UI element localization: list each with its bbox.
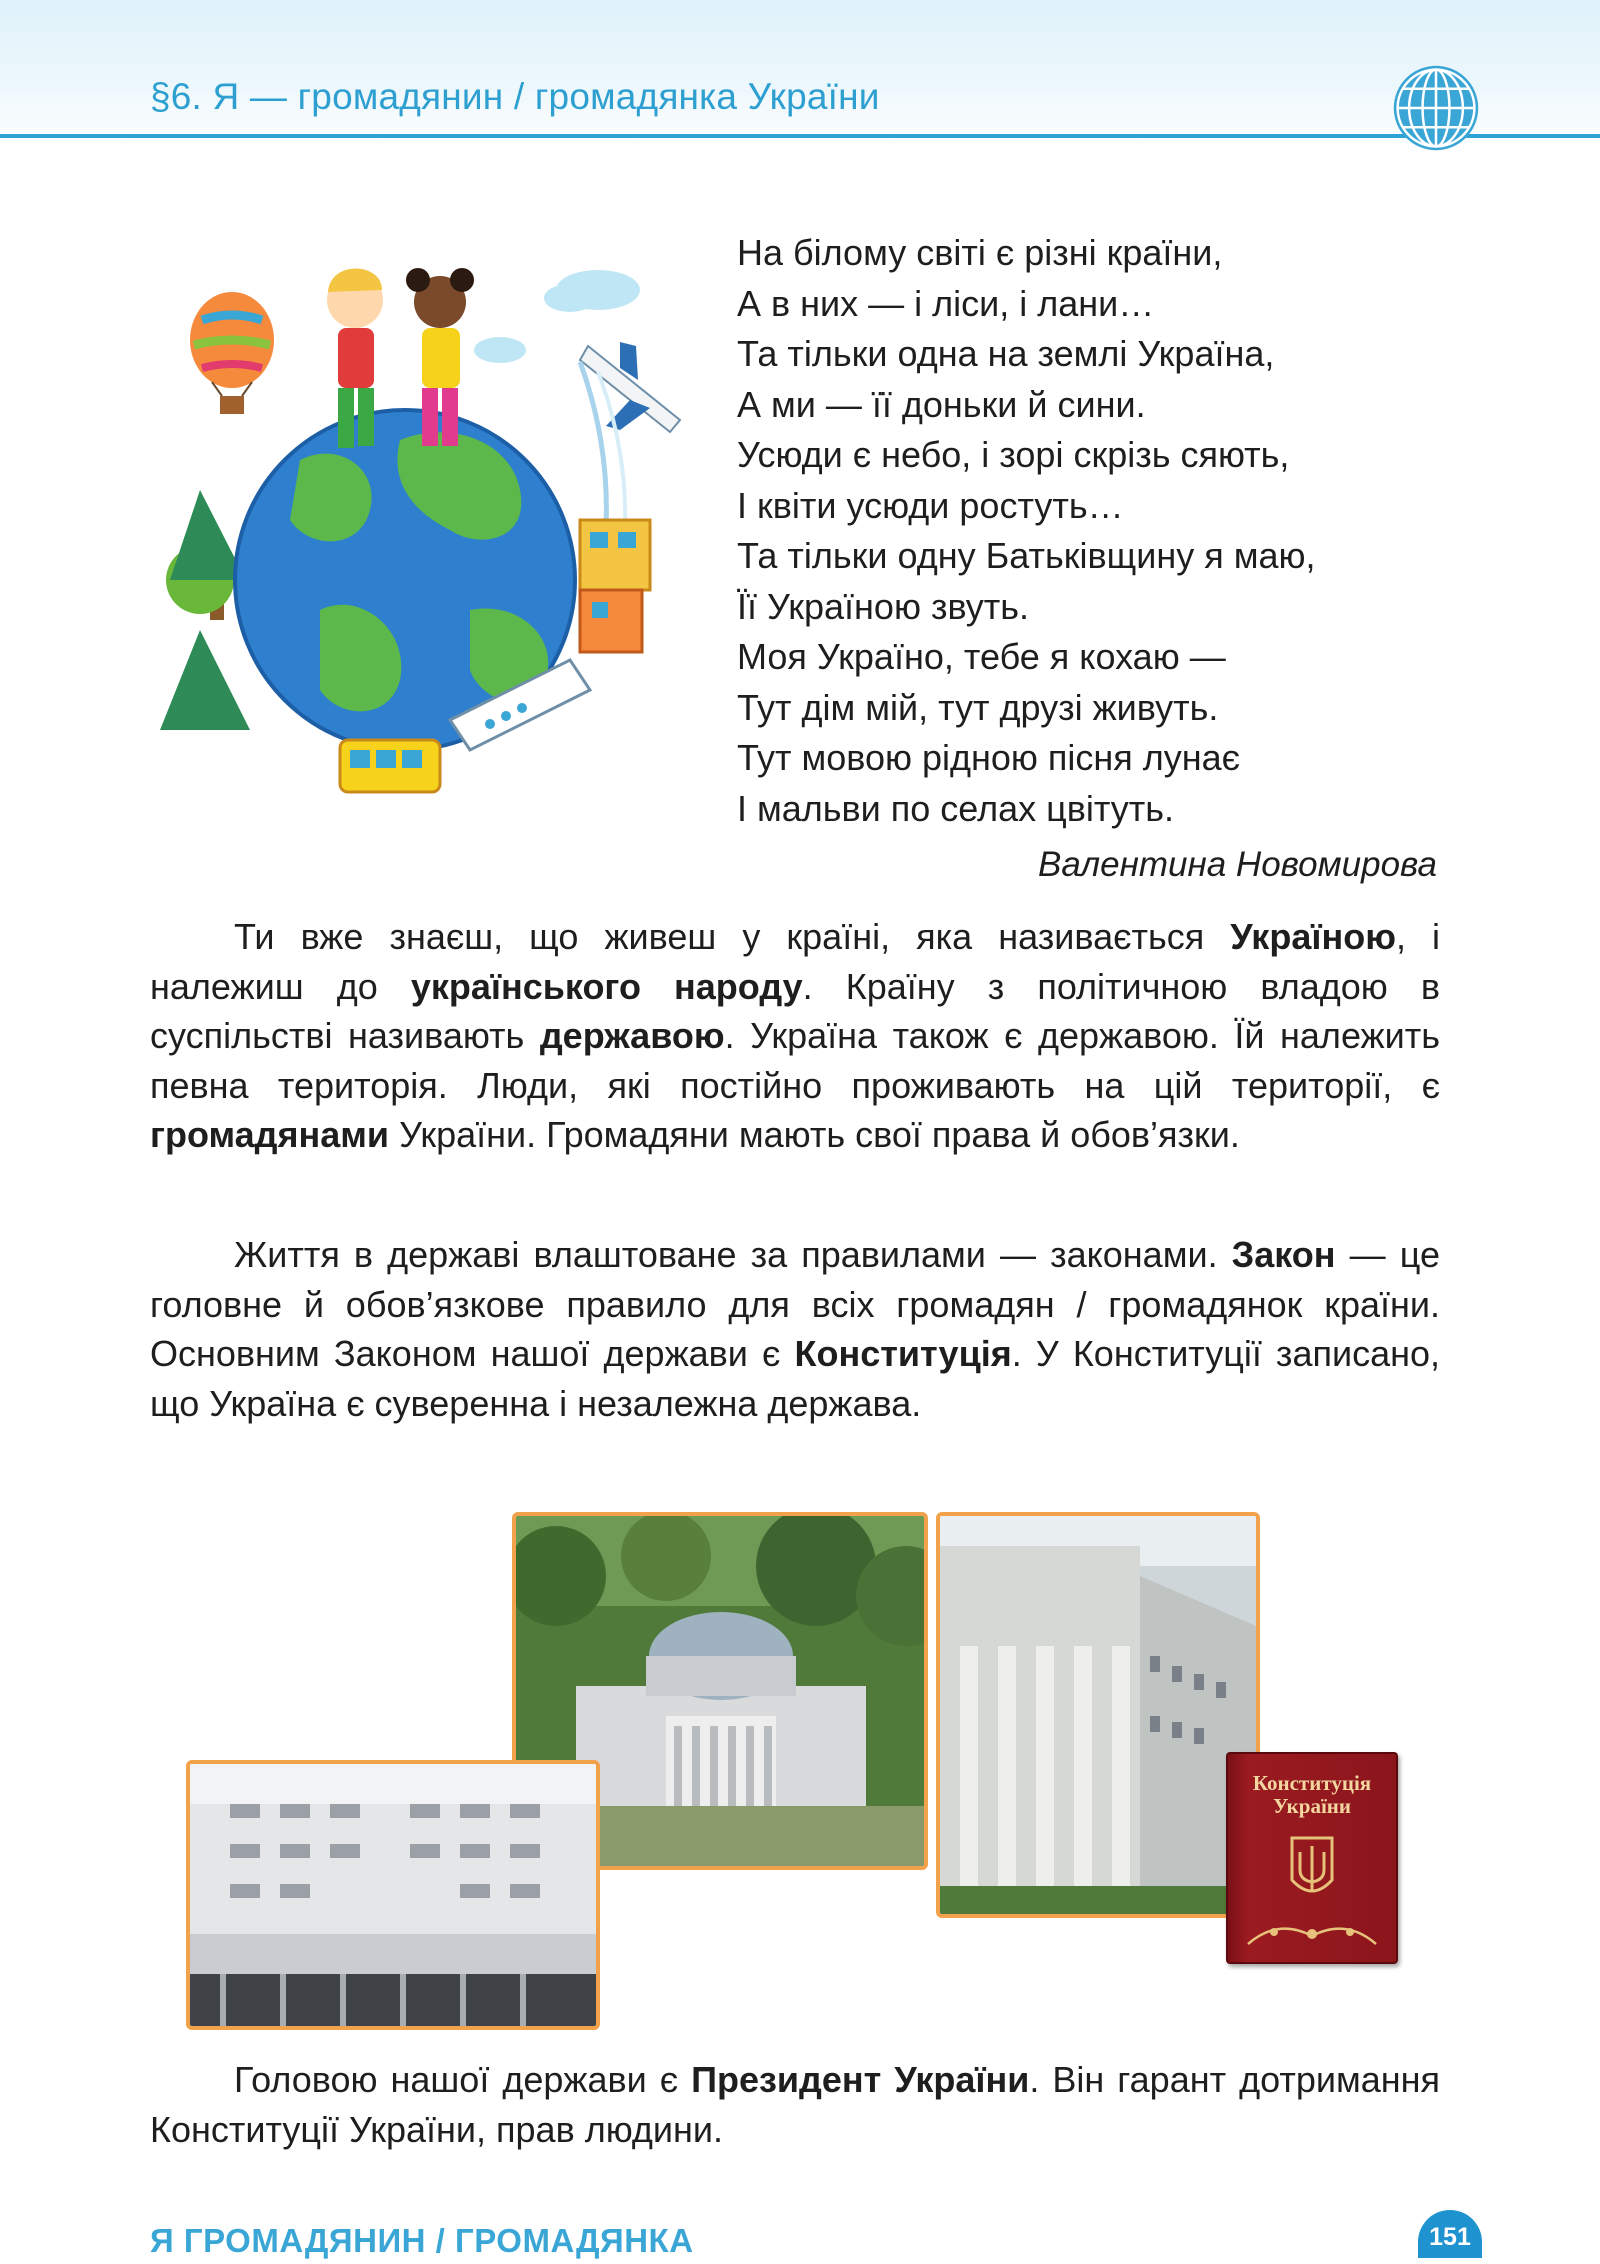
poem-line: А в них — і ліси, і лани… (737, 282, 1155, 324)
poem-author: Валентина Новомирова (1037, 845, 1437, 884)
poem-line: Усюди є небо, і зорі скрізь сяють, (737, 434, 1290, 475)
text-run: Життя в державі влаштоване за правилами — законами. (234, 1234, 1232, 1275)
text-run: . Країну з політичною владою в суспільстві називають (150, 965, 1440, 1056)
paragraph-law-constitution (150, 1230, 1440, 1428)
book-title-line: України (1272, 1794, 1351, 1818)
ornament-icon (1244, 1914, 1380, 1950)
text-run: Ти вже знаєш, що живеш у країні, яка називається (234, 916, 1231, 957)
bold-term: державою (539, 1015, 725, 1056)
bold-term: Президент України (691, 2059, 1030, 2100)
header-divider (0, 134, 1600, 138)
poem-line: І мальви по селах цвітуть. (737, 787, 1175, 829)
text-run: . Україна також є державою. Їй належить певна територія. Люди, які постійно проживають на цій території, є (150, 1015, 1440, 1106)
poem-line: Моя Україно, тебе я кохаю — (737, 636, 1226, 677)
hot-air-balloon-icon (190, 292, 274, 414)
book-title (1228, 1772, 1396, 1818)
text-run: , і належиш до (150, 916, 1440, 1007)
globe-children-illustration (150, 250, 710, 810)
poem-line: Та тільки одна на землі Україна, (737, 333, 1275, 374)
bold-term: Закон (1231, 1234, 1336, 1275)
poem-line: Її Україною звуть. (737, 585, 1030, 627)
poem (737, 228, 1447, 834)
bold-term: громадянами (150, 1114, 390, 1155)
constitutional-court-photo (186, 1760, 600, 2030)
poem-line: Тут мовою рідною пісня лунає (737, 737, 1241, 778)
poem-line: Та тільки одну Батьківщину я маю, (737, 535, 1316, 576)
footer-section-title: Я ГРОМАДЯНИН / ГРОМАДЯНКА (150, 2222, 694, 2259)
header-band (0, 0, 1600, 150)
poem-line: Тут дім мій, тут друзі живуть. (737, 686, 1219, 728)
cabinet-of-ministers-photo (936, 1512, 1260, 1918)
page-title: §6. Я — громадянин / громадянка України (150, 76, 880, 117)
constitution-book (1226, 1752, 1398, 1964)
bold-term: українського народу (410, 965, 803, 1007)
text-run: України. Громадяни мають свої права й обов’язки. (389, 1114, 1240, 1155)
paragraph-president (150, 2055, 1440, 2154)
trident-emblem-icon (1288, 1836, 1336, 1902)
bold-term: Україною (1230, 916, 1396, 957)
bold-term: Конституція (794, 1333, 1012, 1374)
globe-icon (1388, 60, 1484, 156)
cloud-icon (474, 270, 640, 363)
poem-line: І квіти усюди ростуть… (737, 484, 1124, 526)
bus-icon (340, 740, 440, 792)
house-icon (580, 520, 650, 652)
poem-line: На білому світі є різні країни, (737, 232, 1223, 273)
book-title-line: Конституція (1252, 1771, 1372, 1795)
poem-line: А ми — її доньки й сини. (737, 383, 1146, 425)
text-run: . Він гарант дотримання Конституції України, прав людини. (150, 2059, 1440, 2150)
text-run: Головою нашої держави є (234, 2059, 692, 2100)
text-run: — це головне й обов’язкове правило для всіх громадян / громадянок країни. Основним Законом нашої держави є (150, 1234, 1440, 1374)
text-run: . У Конституції записано, що Україна є суверенна і незалежна держава. (150, 1333, 1440, 1424)
paragraph-ukraine-state (150, 912, 1440, 1160)
page-number: 151 (1418, 2210, 1482, 2258)
